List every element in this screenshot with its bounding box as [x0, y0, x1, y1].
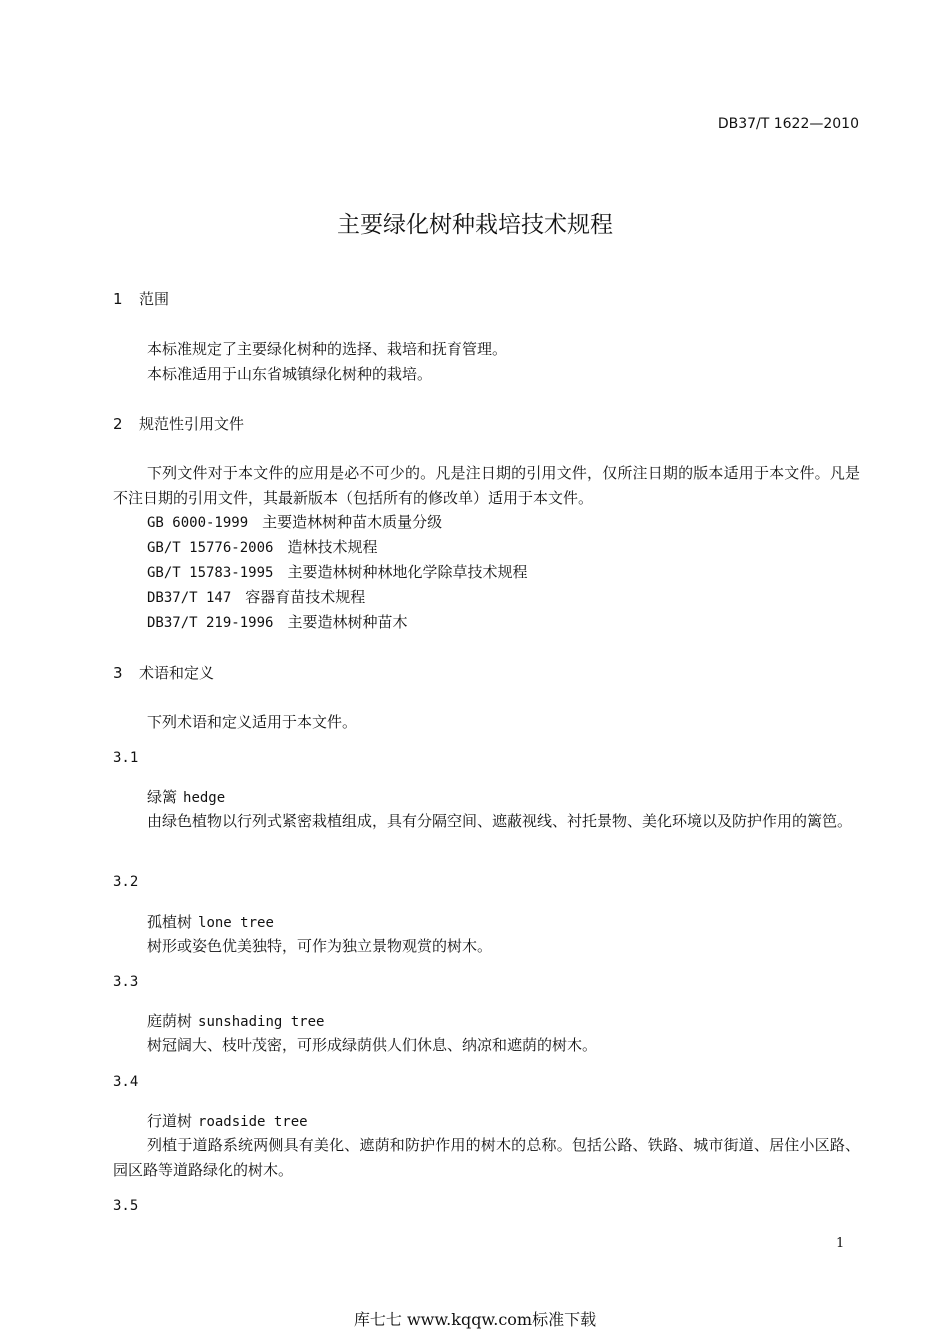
term-number: 3.3: [113, 974, 139, 990]
term-cn: 绿篱: [147, 788, 178, 806]
term-en: hedge: [183, 790, 226, 806]
term-number: 3.2: [113, 874, 139, 890]
section-heading-normative: [113, 413, 244, 434]
reference-item: [147, 561, 527, 582]
reference-item: [147, 511, 442, 532]
reference-title: 主要造林树种苗木: [287, 613, 408, 631]
section-heading-scope: [113, 288, 169, 309]
reference-title: 造林技术规程: [287, 538, 378, 556]
document-title: 主要绿化树种栽培技术规程: [337, 212, 613, 238]
page-number: 1: [836, 1236, 845, 1251]
term-heading: [147, 911, 274, 932]
scope-line-1: 本标准规定了主要绿化树种的选择、栽培和抚育管理。: [147, 340, 508, 358]
term-heading: [147, 1110, 308, 1131]
term-number: 3.1: [113, 750, 139, 766]
standard-number: DB37/T 1622—2010: [717, 116, 859, 132]
section-number: 1: [113, 290, 123, 308]
reference-title: 主要造林树种林地化学除草技术规程: [287, 563, 528, 581]
reference-code: GB/T 15783-1995: [147, 565, 274, 581]
terms-intro: 下列术语和定义适用于本文件。: [147, 713, 358, 731]
section-number: 2: [113, 415, 123, 433]
term-heading: [147, 1010, 324, 1031]
term-cn: 孤植树: [147, 913, 193, 931]
section-title: 术语和定义: [139, 664, 215, 682]
scope-line-2: 本标准适用于山东省城镇绿化树种的栽培。: [147, 365, 433, 383]
term-definition: 树冠阔大、枝叶茂密，可形成绿荫供人们休息、纳凉和遮荫的树木。: [147, 1036, 598, 1054]
reference-item: [147, 536, 377, 557]
term-en: roadside tree: [198, 1114, 308, 1130]
reference-title: 容器育苗技术规程: [245, 588, 366, 606]
term-definition: 树形或姿色优美独特，可作为独立景物观赏的树木。: [147, 937, 493, 955]
reference-code: GB/T 15776-2006: [147, 540, 274, 556]
term-en: lone tree: [198, 915, 274, 931]
term-definition: 列植于道路系统两侧具有美化、遮荫和防护作用的树木的总称。包括公路、铁路、城市街道、居住小区路、园区路等道路绿化的树木。: [113, 1136, 860, 1179]
reference-item: [147, 611, 407, 632]
section-heading-terms: [113, 662, 214, 683]
term-number: 3.4: [113, 1074, 139, 1090]
term-en: sunshading tree: [198, 1014, 325, 1030]
term-cn: 庭荫树: [147, 1012, 193, 1030]
term-cn: 行道树: [147, 1112, 193, 1130]
term-heading: [147, 786, 225, 807]
term-number: 3.5: [113, 1198, 139, 1214]
normative-intro: 下列文件对于本文件的应用是必不可少的。凡是注日期的引用文件，仅所注日期的版本适用于本文件。凡是不注日期的引用文件，其最新版本（包括所有的修改单）适用于本文件。: [113, 464, 860, 507]
reference-item: [147, 586, 365, 607]
section-title: 规范性引用文件: [139, 415, 245, 433]
reference-title: 主要造林树种苗木质量分级: [262, 513, 443, 531]
reference-code: DB37/T 147: [147, 590, 232, 606]
section-title: 范围: [139, 290, 170, 308]
term-definition: 由绿色植物以行列式紧密栽植组成，具有分隔空间、遮蔽视线、衬托景物、美化环境以及防护作用的篱笆。: [147, 812, 853, 830]
footer-watermark: 库七七 www.kqqw.com标准下载: [353, 1310, 597, 1329]
section-number: 3: [113, 664, 123, 682]
reference-code: GB 6000-1999: [147, 515, 249, 531]
reference-code: DB37/T 219-1996: [147, 615, 274, 631]
